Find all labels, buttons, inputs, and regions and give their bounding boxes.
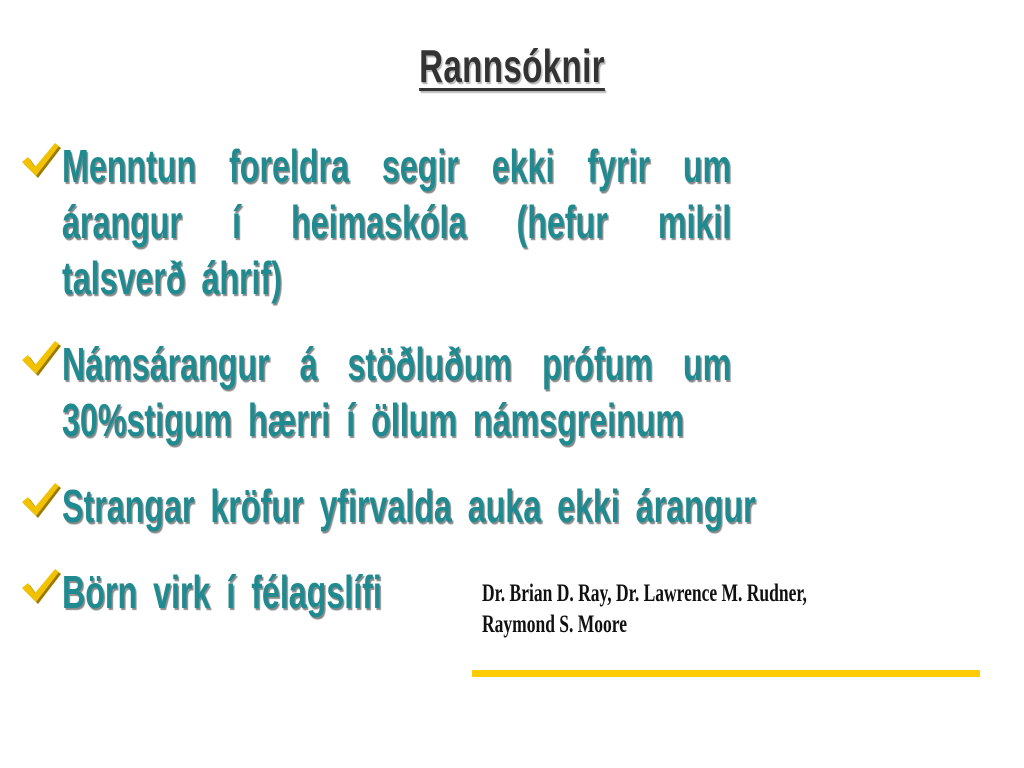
slide-title: Rannsóknir (419, 40, 605, 92)
bullet-item (18, 138, 1018, 306)
yellow-divider (472, 670, 980, 677)
checkmark-icon (18, 338, 62, 378)
bullet-text: Strangar kröfur yfirvalda auka ekki árangur (62, 480, 756, 532)
citation-authors-line: Raymond S. Moore (482, 611, 628, 638)
bullet-item (18, 336, 1018, 448)
checkmark-icon (18, 566, 62, 606)
bullet-text: Námsárangur á stöðluðum prófum um 30%stigum hærri í öllum námsgreinum (62, 338, 732, 446)
bullet-text: Menntun foreldra segir ekki fyrir um árangur í heimaskóla (hefur mikil talsverð áhrif) (62, 140, 732, 304)
citation (482, 578, 986, 640)
bullet-text: Börn virk í félagslífi (62, 566, 382, 618)
checkmark-icon (18, 480, 62, 520)
citation-authors-line: Dr. Brian D. Ray, Dr. Lawrence M. Rudner, (482, 580, 807, 607)
bullet-list (18, 138, 1018, 620)
checkmark-icon (18, 140, 62, 180)
bullet-item (18, 478, 1018, 534)
